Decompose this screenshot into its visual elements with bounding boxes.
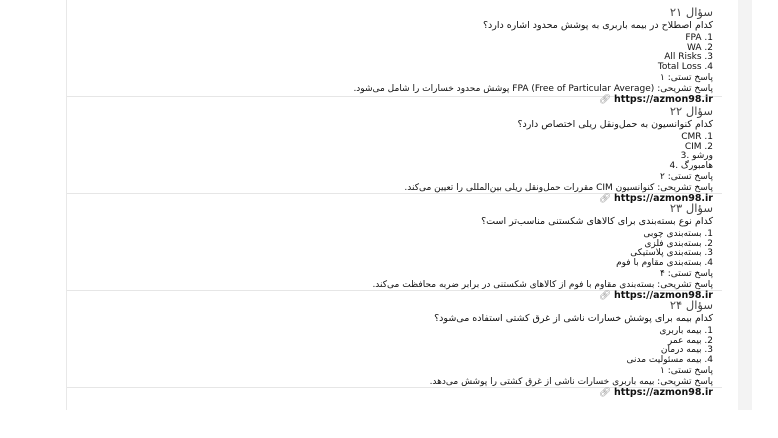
document-page[interactable] [66, 0, 724, 410]
link-icon: 🔗︎ [598, 290, 612, 301]
source-link[interactable]: https://azmon98.ir [614, 290, 713, 301]
option-item: هامبورگ .4 [669, 160, 713, 171]
question-text: کدام بیمه برای پوشش خسارات ناشی از غرق کشتی استفاده می‌شود؟ [434, 313, 713, 324]
question-title: سؤال ۲۴ [669, 298, 713, 312]
options-list [77, 34, 713, 72]
option-item: FPA .1 [685, 33, 713, 43]
page-gap [722, 0, 738, 410]
source-link[interactable]: https://azmon98.ir [614, 193, 713, 204]
question-card [67, 291, 723, 398]
left-margin [0, 0, 66, 438]
options-list [77, 327, 713, 365]
scrollbar[interactable] [738, 0, 752, 410]
question-card [67, 194, 723, 301]
test-answer: پاسخ تستی: ۱ [660, 73, 713, 83]
option-item: Total Loss .4 [657, 61, 713, 72]
option-item: ورشو .3 [680, 151, 713, 161]
explanation: پاسخ تشریحی: بیمه باربری خسارات ناشی از غرق کشتی را پوشش می‌دهد. [429, 376, 713, 387]
link-icon: 🔗︎ [598, 387, 612, 398]
options-list [77, 230, 713, 268]
option-item: 4. بسته‌بندی مقاوم با فوم [616, 257, 713, 268]
question-title: سؤال ۲۲ [669, 104, 713, 118]
option-item: 3. بسته‌بندی پلاستیکی [630, 248, 713, 258]
test-answer: پاسخ تستی: ۲ [660, 172, 713, 182]
option-item: 4. بیمه مسئولیت مدنی [626, 354, 713, 365]
link-icon: 🔗︎ [598, 94, 612, 105]
question-title: سؤال ۲۱ [669, 5, 713, 19]
link-icon: 🔗︎ [598, 193, 612, 204]
question-text: کدام اصطلاح در بیمه باربری به پوشش محدود اشاره دارد؟ [482, 20, 713, 31]
option-item: CIM .2 [684, 141, 713, 152]
source-link[interactable]: https://azmon98.ir [614, 387, 713, 398]
explanation: پاسخ تشریحی: بسته‌بندی مقاوم با فوم از کالاهای شکستنی در برابر ضربه محافظت می‌کند. [372, 279, 713, 290]
option-item: WA .2 [686, 42, 713, 53]
option-item: 1. بیمه باربری [659, 326, 713, 336]
bottom-margin [0, 410, 778, 438]
test-answer: پاسخ تستی: ۱ [660, 366, 713, 376]
options-list [77, 133, 713, 171]
option-item: 3. بیمه درمان [660, 345, 713, 355]
option-item: 2. بیمه عمر [667, 335, 713, 346]
question-card [67, 0, 723, 105]
question-title: سؤال ۲۳ [669, 201, 713, 215]
question-text: کدام نوع بسته‌بندی برای کالاهای شکستنی مناسب‌تر است؟ [481, 216, 713, 227]
question-text: کدام کنوانسیون به حمل‌ونقل ریلی اختصاص دارد؟ [517, 119, 713, 130]
question-card [67, 97, 723, 204]
source-link[interactable]: https://azmon98.ir [614, 94, 713, 105]
explanation: پاسخ تشریحی: FPA (Free of Particular Average) پوشش محدود خسارات را شامل می‌شود. [353, 83, 713, 94]
option-item: 1. بسته‌بندی چوبی [643, 229, 713, 239]
source-link-row[interactable] [77, 387, 713, 399]
option-item: All Risks .3 [664, 52, 713, 62]
option-item: 2. بسته‌بندی فلزی [644, 238, 713, 249]
test-answer: پاسخ تستی: ۴ [660, 269, 713, 279]
option-item: CMR .1 [681, 132, 713, 142]
explanation: پاسخ تشریحی: کنوانسیون CIM مقررات حمل‌ونقل ریلی بین‌المللی را تعیین می‌کند. [404, 182, 713, 193]
